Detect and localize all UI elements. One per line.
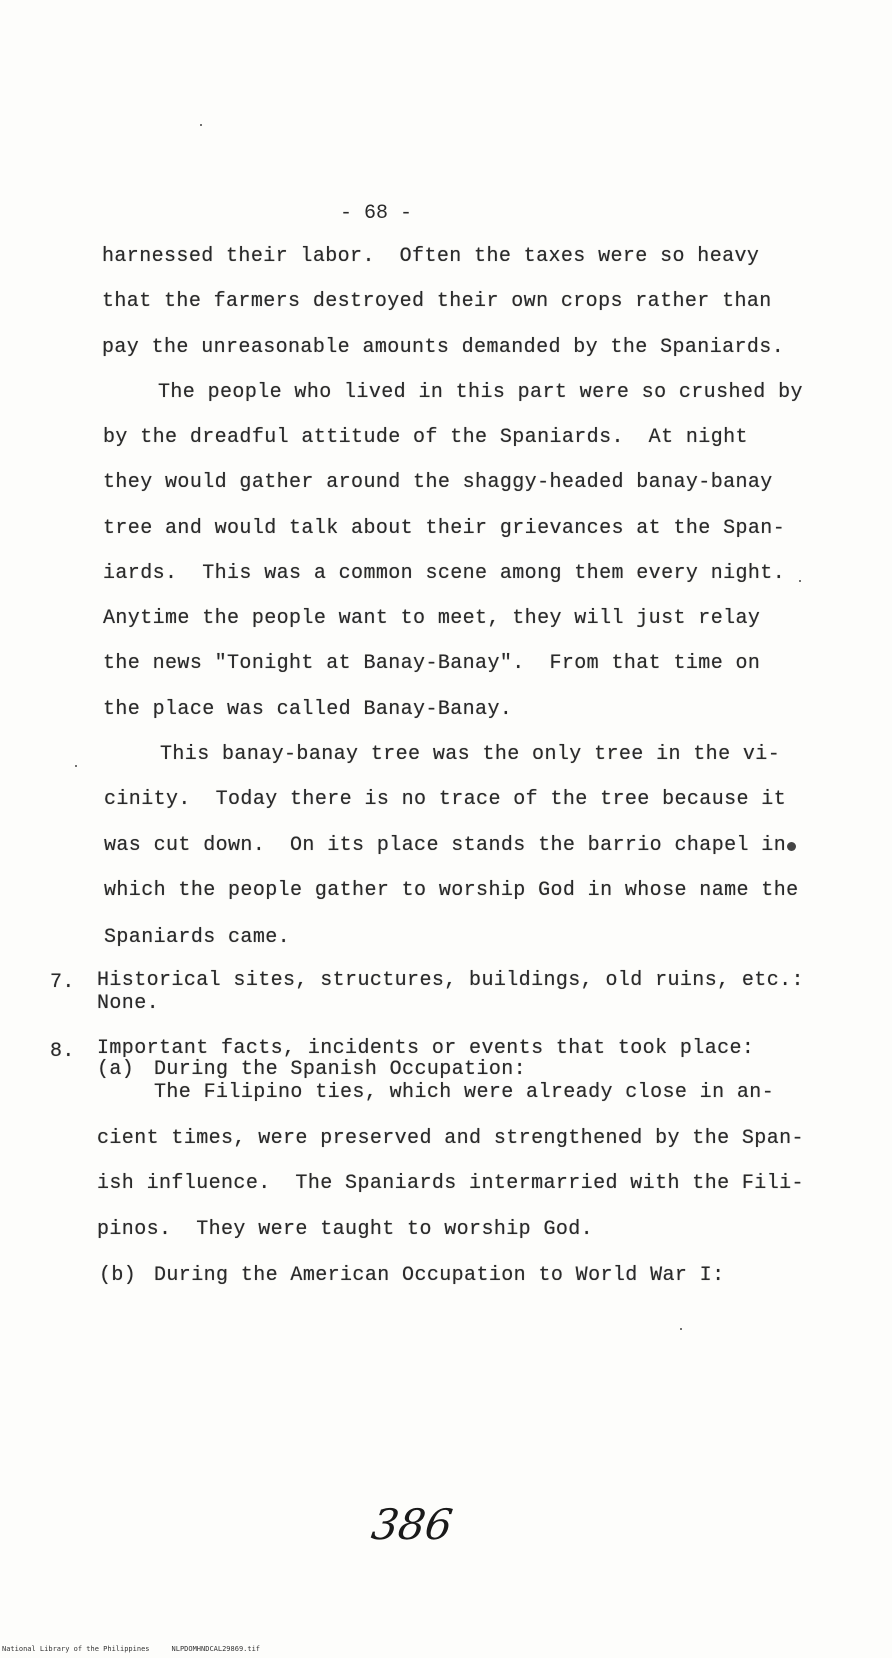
footer-library: National Library of the Philippines	[2, 1645, 150, 1653]
item-heading: Important facts, incidents or events that took place:	[97, 1037, 755, 1060]
text-line: This banay-banay tree was the only tree in the vi-	[160, 743, 781, 766]
scan-speck	[787, 842, 796, 851]
text-line: cinity. Today there is no trace of the tree because it	[104, 788, 787, 811]
text-line: iards. This was a common scene among them every night.	[103, 562, 786, 585]
text-line: pinos. They were taught to worship God.	[97, 1218, 594, 1241]
item-number: 8.	[50, 1040, 75, 1063]
text-line: the place was called Banay-Banay.	[103, 698, 513, 721]
page-number: - 68 -	[340, 202, 413, 225]
text-line: the news "Tonight at Banay-Banay". From that time on	[103, 652, 761, 675]
subitem-label: (a)	[97, 1058, 135, 1081]
text-line: The Filipino ties, which were already close in an-	[154, 1081, 775, 1104]
text-line: harnessed their labor. Often the taxes were so heavy	[102, 245, 760, 268]
text-line: ish influence. The Spaniards intermarried with the Fili-	[97, 1172, 804, 1195]
text-line: by the dreadful attitude of the Spaniards. At night	[103, 426, 748, 449]
text-line: pay the unreasonable amounts demanded by the Spaniards.	[102, 336, 785, 359]
handwritten-number: 386	[368, 1500, 456, 1549]
subitem-title: During the American Occupation to World War I:	[154, 1264, 725, 1287]
text-line: tree and would talk about their grievances at the Span-	[103, 517, 786, 540]
item-number: 7.	[50, 971, 75, 994]
footer-file: NLPDOMHNDCAL29869.tif	[171, 1645, 261, 1653]
scan-speck	[799, 580, 801, 582]
scan-footer	[2, 1645, 282, 1653]
item-heading: Historical sites, structures, buildings, old ruins, etc.:	[97, 969, 804, 992]
item-answer: None.	[97, 992, 160, 1015]
text-line: which the people gather to worship God in whose name the	[104, 879, 799, 902]
text-line: they would gather around the shaggy-headed banay-banay	[103, 471, 773, 494]
text-line: Anytime the people want to meet, they will just relay	[103, 607, 761, 630]
scan-speck	[680, 1328, 682, 1330]
subitem-label: (b)	[99, 1264, 137, 1287]
text-line: The people who lived in this part were so crushed by	[158, 381, 803, 404]
text-line: Spaniards came.	[104, 926, 291, 949]
subitem-title: During the Spanish Occupation:	[154, 1058, 527, 1081]
text-line: was cut down. On its place stands the barrio chapel in	[104, 834, 787, 857]
text-line: cient times, were preserved and strengthened by the Span-	[97, 1127, 804, 1150]
text-line: that the farmers destroyed their own crops rather than	[102, 290, 772, 313]
scan-speck	[75, 765, 77, 767]
scan-speck	[200, 124, 202, 126]
